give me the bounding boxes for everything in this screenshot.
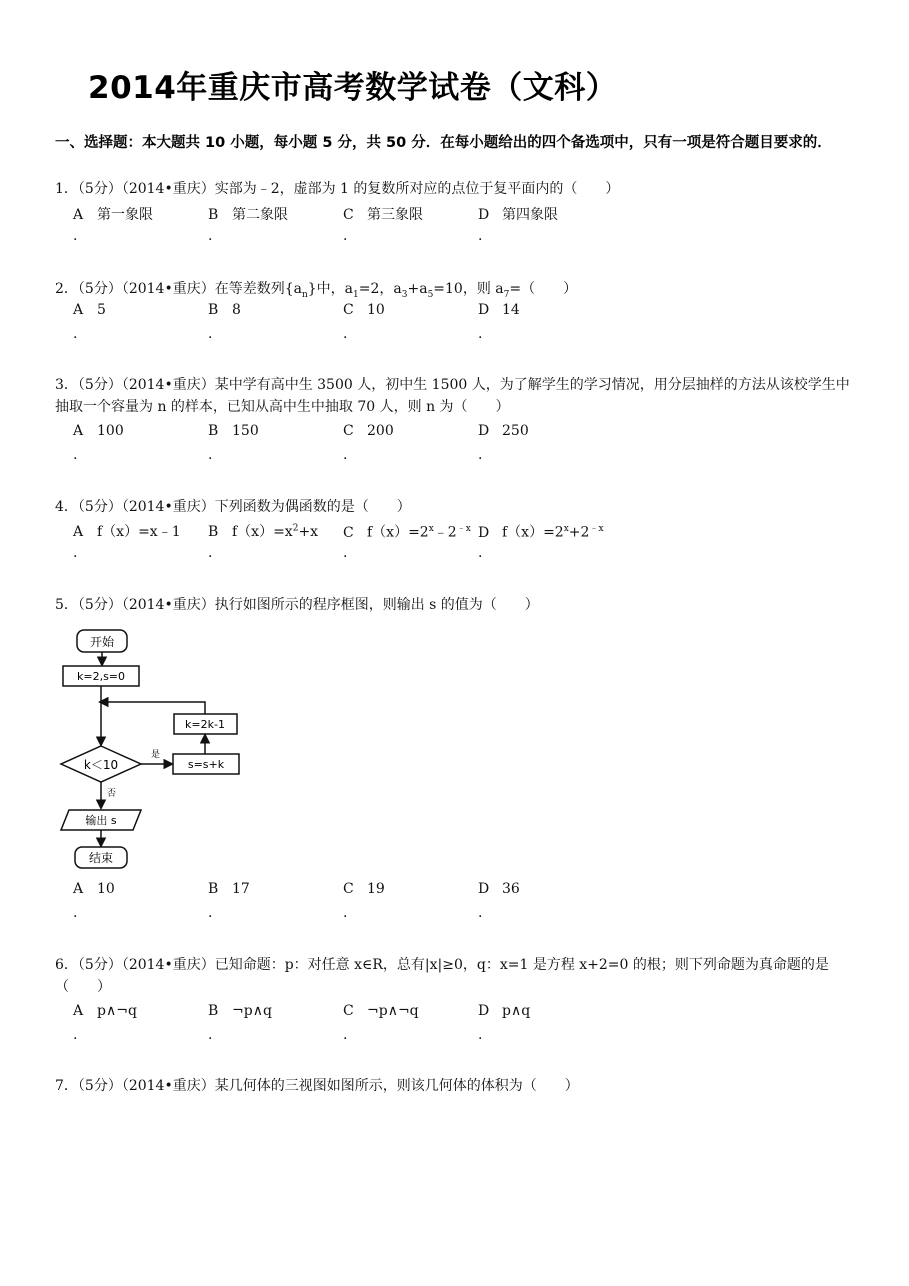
option-dot: . (478, 1027, 483, 1043)
flow-update-k-label: k=2k-1 (185, 718, 225, 731)
question-3-options (73, 423, 633, 471)
option-dot: . (73, 447, 78, 463)
question-4-options (73, 521, 633, 569)
option-c[interactable]: C ¬p∧¬q (343, 1003, 419, 1019)
option-c[interactable]: C 第三象限 (343, 207, 423, 223)
option-b[interactable]: B $f(x)=x^2+x$ (208, 523, 319, 540)
option-b[interactable]: B 150 (208, 423, 259, 439)
option-dot: . (343, 905, 348, 921)
flowchart-diagram (55, 626, 255, 876)
question-4-text: 4．（5分）（2014•重庆）下列函数为偶函数的是（ ） (55, 499, 411, 515)
flow-init-label: k=2,s=0 (76, 670, 126, 683)
option-a[interactable]: A 10 (73, 881, 115, 897)
option-d[interactable]: D p∧q (478, 1003, 531, 1019)
option-dot: . (343, 545, 348, 561)
question-3-text: 3．（5分）（2014•重庆）某中学有高中生 3500 人，初中生 1500 人，为了解学生的学习情况，用分层抽样的方法从该校学生中抽取一个容量为 n 的样本，已知从高中生中抽取 70 人，则 n 为（ ） (55, 377, 850, 415)
flow-condition-label: k＜10 (83, 758, 119, 772)
option-dot: . (343, 326, 348, 342)
option-dot: . (478, 905, 483, 921)
page-title: 2014年重庆市高考数学试卷（文科） (88, 70, 618, 106)
option-dot: . (208, 228, 213, 244)
option-c[interactable]: C 200 (343, 423, 394, 439)
option-dot: . (73, 326, 78, 342)
question-2-text: 2．（5分）（2014•重庆）在等差数列$\{a_n\}$中，$a_1=2$，$a_3+a_5=10$，则 $a_7=$（ ） (55, 281, 578, 300)
option-dot: . (478, 447, 483, 463)
option-dot: . (208, 905, 213, 921)
flow-no-label: 否 (107, 789, 117, 799)
option-dot: . (343, 1027, 348, 1043)
option-dot: . (343, 447, 348, 463)
option-d[interactable]: D 14 (478, 302, 520, 318)
option-c[interactable]: C 19 (343, 881, 385, 897)
option-dot: . (73, 228, 78, 244)
option-dot: . (208, 545, 213, 561)
option-a[interactable]: A 第一象限 (73, 207, 153, 223)
option-a[interactable]: A p∧¬q (73, 1003, 137, 1019)
question-5-text: 5．（5分）（2014•重庆）执行如图所示的程序框图，则输出 s 的值为（ ） (55, 597, 539, 613)
option-dot: . (343, 228, 348, 244)
flow-start-label: 开始 (89, 635, 115, 649)
option-b[interactable]: B 第二象限 (208, 207, 288, 223)
option-b[interactable]: B ¬p∧q (208, 1003, 272, 1019)
flow-yes-label: 是 (151, 750, 161, 760)
option-b[interactable]: B 17 (208, 881, 250, 897)
option-d[interactable]: D 36 (478, 881, 520, 897)
option-dot: . (478, 326, 483, 342)
section-heading: 一、选择题：本大题共 10 小题，每小题 5 分，共 50 分．在每小题给出的四个备选项中，只有一项是符合题目要求的． (55, 135, 832, 151)
question-1-options (73, 204, 633, 252)
option-c[interactable]: C 10 (343, 302, 385, 318)
option-dot: . (73, 905, 78, 921)
flow-output-label: 输出 s (85, 814, 117, 827)
option-dot: . (73, 545, 78, 561)
option-a[interactable]: A 5 (73, 302, 106, 318)
option-a[interactable]: A 100 (73, 423, 124, 439)
option-dot: . (208, 326, 213, 342)
option-a[interactable]: A f（x）=x﹣1 (73, 524, 181, 540)
option-dot: . (73, 1027, 78, 1043)
flow-update-s-label: s=s+k (187, 758, 225, 771)
option-dot: . (208, 447, 213, 463)
question-7-text: 7．（5分）（2014•重庆）某几何体的三视图如图所示，则该几何体的体积为（ ） (55, 1078, 579, 1094)
question-5-options (73, 881, 633, 929)
question-1-text: 1．（5分）（2014•重庆）实部为﹣2，虚部为 1 的复数所对应的点位于复平面内的（ ） (55, 181, 620, 197)
question-2-options (73, 302, 633, 350)
option-b[interactable]: B 8 (208, 302, 241, 318)
question-6-options (73, 1003, 633, 1051)
option-c[interactable]: C $f(x)=2^x﹣2^{﹣x}$ (343, 524, 471, 541)
option-dot: . (478, 545, 483, 561)
flow-end-label: 结束 (88, 851, 114, 865)
option-dot: . (208, 1027, 213, 1043)
option-dot: . (478, 228, 483, 244)
option-d[interactable]: D $f(x)=2^x+2^{﹣x}$ (478, 524, 604, 541)
option-d[interactable]: D 第四象限 (478, 207, 558, 223)
question-6-text: 6．（5分）（2014•重庆）已知命题：p：对任意 x∈R，总有|x|≥0，q：x=1 是方程 x+2=0 的根；则下列命题为真命题的是（ ） (55, 957, 829, 995)
option-d[interactable]: D 250 (478, 423, 529, 439)
